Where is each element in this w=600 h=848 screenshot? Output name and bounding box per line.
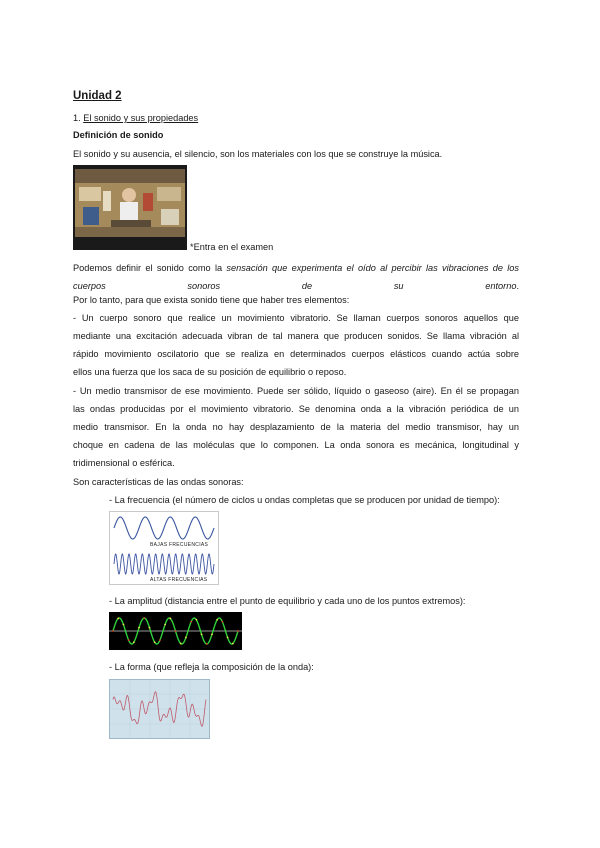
- amplitude-marker: [232, 643, 234, 645]
- element-1-line-3: rápido movimiento oscilatorio que se realiza en determinados cuerpos elásticos cuando actúa sobre: [73, 349, 519, 359]
- element-1-last-line: ellos una fuerza que los saca de su posición de equilibrio o reposo.: [73, 367, 347, 377]
- amplitude-marker: [159, 639, 161, 641]
- elements-intro: Por lo tanto, para que exista sonido tiene que haber tres elementos:: [73, 295, 350, 305]
- amplitude-marker: [169, 618, 171, 620]
- element-1-line-2: mediante una excitación adecuada vibran de tal manera que producen sonidos. Se llama vibración al: [73, 331, 519, 341]
- frequency-figure: [109, 511, 219, 585]
- element-1-line-1: - Un cuerpo sonoro que realice un movimiento vibratorio. Se llaman cuerpos sonoros aquellos que: [73, 313, 519, 323]
- amplitude-marker: [112, 630, 114, 632]
- amplitude-marker: [195, 619, 197, 621]
- section-heading: [73, 112, 198, 124]
- definition-italic: sensación que experimenta el oído al percibir las vibraciones de los cuerpos sonoros de su entorno: [73, 263, 519, 291]
- section-title: El sonido y sus propiedades: [83, 113, 199, 123]
- amplitude-marker: [128, 639, 130, 641]
- amplitude-marker: [216, 619, 218, 621]
- exam-note: *Entra en el examen: [190, 242, 274, 252]
- characteristic-amplitude: - La amplitud (distancia entre el punto de equilibrio y cada uno de los puntos extremos):: [109, 596, 466, 606]
- high-frequency-label: ALTAS FRECUENCIAS: [150, 577, 208, 583]
- element-2-line-1: - Un medio transmisor de ese movimiento. Puede ser sólido, líquido o gaseoso (aire). En él se propagan: [73, 386, 519, 396]
- amplitude-marker: [180, 643, 182, 645]
- definition-tail: .: [516, 281, 519, 291]
- high-frequency-wave: [114, 554, 214, 574]
- amplitude-marker: [154, 641, 156, 643]
- amplitude-marker: [221, 621, 223, 623]
- amplitude-marker: [133, 641, 135, 643]
- element-2-line-4: choque en cadena de las moléculas que lo componen. La onda sonora es mecánica, longitudinal y: [73, 440, 519, 450]
- characteristic-form: - La forma (que refleja la composición de la onda):: [109, 662, 314, 672]
- amplitude-marker: [237, 630, 239, 632]
- amplitude-marker: [185, 637, 187, 639]
- form-figure: [109, 679, 210, 739]
- characteristics-intro: Son características de las ondas sonoras:: [73, 477, 244, 487]
- characteristic-frequency: - La frecuencia (el número de ciclos u ondas completas que se producen por unidad de tiempo):: [109, 495, 500, 505]
- definition-paragraph: [73, 259, 519, 295]
- section-number: 1.: [73, 113, 84, 123]
- lesson-photo: [73, 165, 187, 250]
- amplitude-marker: [190, 621, 192, 623]
- amplitude-marker: [175, 630, 177, 632]
- intro-paragraph: El sonido y su ausencia, el silencio, son los materiales con los que se construye la música.: [73, 149, 443, 159]
- definition-lead: Podemos definir el sonido como la: [73, 263, 227, 273]
- form-wave-graphic: [110, 680, 209, 738]
- low-frequency-label: BAJAS FRECUENCIAS: [150, 542, 209, 548]
- amplitude-marker: [206, 643, 208, 645]
- lesson-photo-illustration: [73, 165, 187, 250]
- definition-heading: Definición de sonido: [73, 130, 164, 140]
- amplitude-marker: [201, 633, 203, 635]
- amplitude-marker: [164, 624, 166, 626]
- amplitude-marker: [149, 627, 151, 629]
- amplitude-marker: [123, 624, 125, 626]
- amplitude-marker: [138, 627, 140, 629]
- frequency-waves: [110, 512, 218, 584]
- element-2-line-3: medio transmisor. En la onda no hay desplazamiento de la materia del medio transmisor, hay un: [73, 422, 519, 432]
- low-frequency-wave: [114, 517, 214, 539]
- amplitude-marker: [117, 618, 119, 620]
- amplitude-wave-graphic: [109, 612, 242, 650]
- element-2-last-line: tridimensional o esférica.: [73, 458, 175, 468]
- amplitude-marker: [143, 617, 145, 619]
- element-2-line-2: las ondas producidas por el movimiento vibratorio. Se denomina onda a la vibración periódica de un: [73, 404, 519, 414]
- amplitude-figure: [109, 612, 242, 650]
- amplitude-marker: [227, 637, 229, 639]
- amplitude-marker: [211, 633, 213, 635]
- unit-title: Unidad 2: [73, 90, 122, 102]
